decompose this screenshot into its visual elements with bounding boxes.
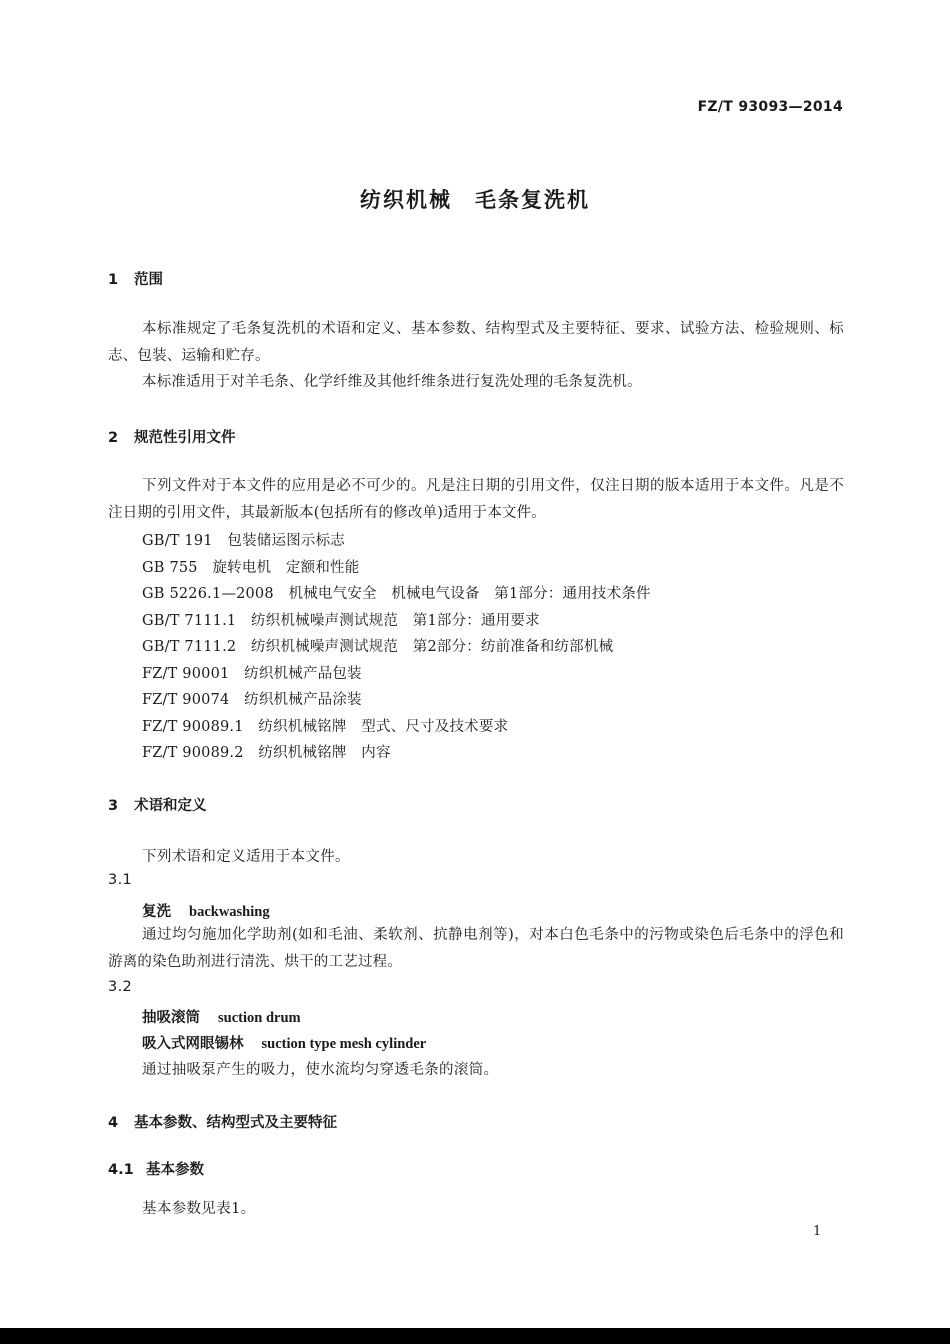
section-title: 基本参数、结构型式及主要特征: [134, 1115, 337, 1131]
reference-item: [142, 662, 362, 683]
term-zh: 复洗: [142, 904, 171, 920]
subsection-4-1-heading: [108, 1158, 204, 1179]
term-en: suction type mesh cylinder: [261, 1036, 427, 1052]
reference-title: 纺织机械铭牌 型式、尺寸及技术要求: [258, 719, 509, 735]
document-code: FZ/T 93093—2014: [697, 99, 843, 115]
section-number: 2: [108, 430, 119, 446]
term-zh: 抽吸滚筒: [142, 1010, 200, 1026]
section-3-intro: 下列术语和定义适用于本文件。: [142, 849, 350, 865]
term-definition: 通过均匀施加化学助剂(如和毛油、柔软剂、抗静电剂等)，对本白色毛条中的污物或染色后毛条中的浮色和游离的染色助剂进行清洗、烘干的工艺过程。: [108, 927, 844, 970]
section-number: 1: [108, 272, 119, 288]
reference-code: FZ/T 90089.1: [142, 719, 244, 735]
section-title: 规范性引用文件: [134, 430, 236, 446]
reference-item: [142, 635, 613, 656]
reference-code: GB/T 191: [142, 533, 213, 549]
section-title: 范围: [134, 272, 163, 288]
page-number: 1: [813, 1224, 822, 1239]
reference-title: 纺织机械噪声测试规范 第1部分：通用要求: [251, 613, 540, 629]
term-heading: [142, 1006, 301, 1027]
term-definition: 通过抽吸泵产生的吸力，使水流均匀穿透毛条的滚筒。: [142, 1062, 499, 1078]
section-2-intro: 下列文件对于本文件的应用是必不可少的。凡是注日期的引用文件，仅注日期的版本适用于本文件。凡是不注日期的引用文件，其最新版本(包括所有的修改单)适用于本文件。: [108, 478, 844, 521]
section-1-heading: [108, 268, 163, 289]
term-heading-alt: [142, 1032, 426, 1053]
term-en: backwashing: [189, 904, 270, 920]
section-3-heading: [108, 794, 207, 815]
reference-title: 机械电气安全 机械电气设备 第1部分：通用技术条件: [288, 586, 651, 602]
term-number: 3.2: [108, 979, 133, 995]
subsection-title: 基本参数: [146, 1162, 204, 1178]
reference-title: 纺织机械产品包装: [244, 666, 362, 682]
section-title: 术语和定义: [134, 798, 207, 814]
reference-item: [142, 609, 540, 630]
reference-title: 纺织机械铭牌 内容: [258, 745, 391, 761]
reference-item: [142, 582, 651, 603]
reference-code: FZ/T 90074: [142, 692, 230, 708]
reference-code: GB 5226.1—2008: [142, 586, 274, 602]
reference-item: [142, 556, 359, 577]
section-4-text: 基本参数见表1。: [142, 1201, 256, 1217]
reference-code: GB 755: [142, 560, 198, 576]
term-zh: 吸入式网眼锡林: [142, 1036, 244, 1052]
section-number: 4: [108, 1115, 119, 1131]
term-en: suction drum: [218, 1010, 301, 1026]
reference-item: [142, 529, 345, 550]
reference-title: 包装储运图示标志: [227, 533, 345, 549]
reference-title: 纺织机械产品涂装: [244, 692, 362, 708]
reference-code: GB/T 7111.2: [142, 639, 237, 655]
reference-code: FZ/T 90089.2: [142, 745, 244, 761]
section-4-heading: [108, 1111, 337, 1132]
term-number: 3.1: [108, 872, 133, 888]
section-number: 3: [108, 798, 119, 814]
document-title: 纺织机械 毛条复洗机: [360, 188, 590, 212]
section-1-paragraph-1: 本标准规定了毛条复洗机的术语和定义、基本参数、结构型式及主要特征、要求、试验方法、检验规则、标志、包装、运输和贮存。: [108, 321, 844, 364]
reference-title: 纺织机械噪声测试规范 第2部分：纺前准备和纺部机械: [251, 639, 614, 655]
reference-code: GB/T 7111.1: [142, 613, 237, 629]
reference-item: [142, 688, 362, 709]
section-2-heading: [108, 426, 236, 447]
reference-item: [142, 715, 508, 736]
term-heading: [142, 900, 270, 921]
reference-code: FZ/T 90001: [142, 666, 230, 682]
subsection-number: 4.1: [108, 1162, 134, 1178]
page-bottom-bar: [0, 1328, 950, 1344]
reference-item: [142, 741, 391, 762]
section-1-paragraph-2: 本标准适用于对羊毛条、化学纤维及其他纤维条进行复洗处理的毛条复洗机。: [142, 374, 642, 390]
reference-title: 旋转电机 定额和性能: [212, 560, 360, 576]
